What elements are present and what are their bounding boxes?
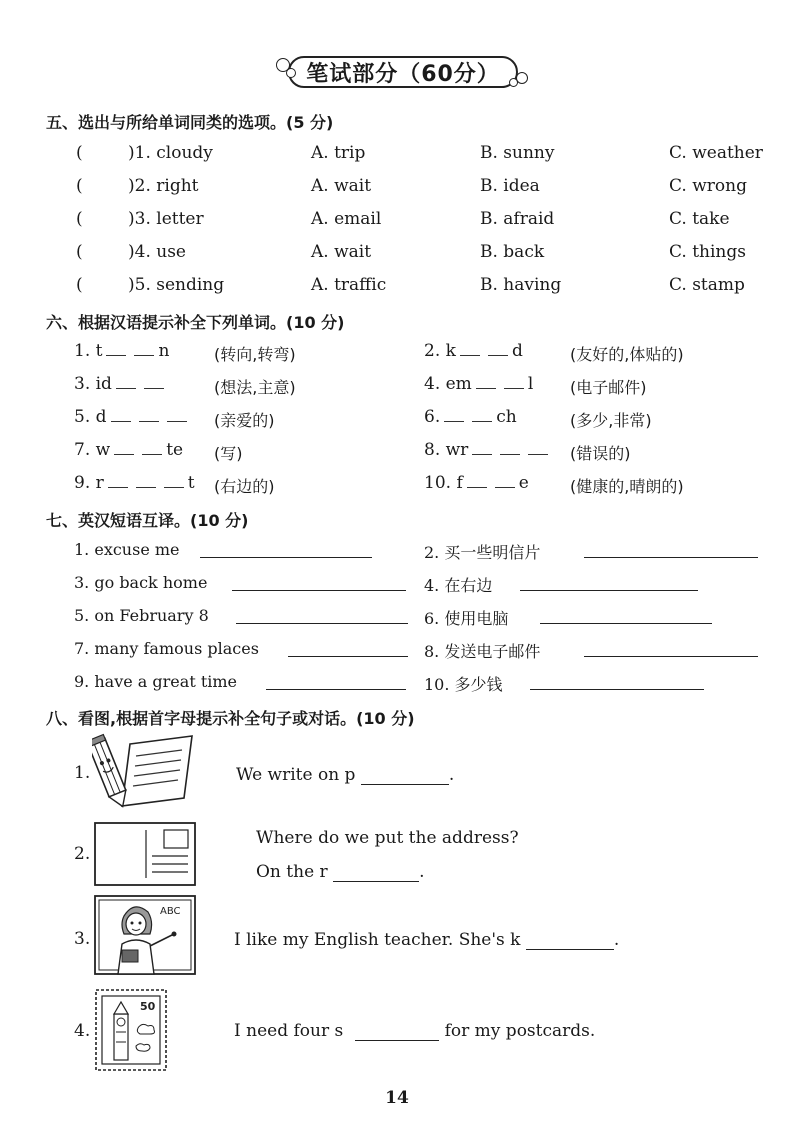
word-completion-item [74,407,191,427]
answer-line[interactable] [584,557,758,558]
letter-blank[interactable] [108,475,128,488]
answer-line[interactable] [584,656,758,657]
q2-line1: Where do we put the address? [256,828,519,848]
section6-heading: 六、根据汉语提示补全下列单词。(10 分) [46,313,345,332]
chinese-hint: (电子邮件) [570,378,647,397]
chinese-hint: (错误的) [570,444,631,463]
option-b: B. idea [480,176,540,196]
q4-end: for my postcards. [444,1021,596,1041]
teacher-picture [94,894,198,978]
word-completion-item [424,407,517,427]
letter-blank[interactable] [106,343,126,356]
question-number: 4. [74,1021,91,1041]
word-prefix: 8. wr [424,440,469,460]
question-word: )4. use [128,242,186,262]
question-word: )3. letter [128,209,204,229]
word-prefix: 3. id [74,374,112,394]
word-suffix: e [518,473,529,493]
postcard-picture [94,822,196,886]
phrase-item: 7. many famous places [74,639,259,658]
word-completion-item [74,374,168,394]
phrase-item: 9. have a great time [74,672,238,691]
word-completion-item [424,473,529,493]
answer-blank[interactable] [333,865,419,882]
word-completion-item [424,374,533,394]
answer-paren[interactable]: ( [76,275,83,295]
phrase-item: 5. on February 8 [74,606,209,625]
page-number: 14 [385,1088,409,1108]
letter-blank[interactable] [500,442,520,455]
word-suffix: te [166,440,184,460]
word-completion-item [424,440,552,460]
letter-blank[interactable] [472,442,492,455]
word-suffix: d [511,341,523,361]
letter-blank[interactable] [476,376,496,389]
question-number: 3. [74,929,91,949]
word-prefix: 4. em [424,374,472,394]
word-prefix: 7. w [74,440,111,460]
answer-line[interactable] [288,656,408,657]
letter-blank[interactable] [504,376,524,389]
word-prefix: 1. t [74,341,103,361]
q1-text: We write on p [236,765,356,785]
answer-paren[interactable]: ( [76,242,83,262]
chinese-hint: (转向,转弯) [214,345,296,364]
word-suffix: ch [496,407,517,427]
q1-sentence [236,765,454,785]
letter-blank[interactable] [142,442,162,455]
chinese-hint: (健康的,晴朗的) [570,477,684,496]
word-suffix: n [158,341,170,361]
letter-blank[interactable] [136,475,156,488]
option-c: C. weather [669,143,763,163]
letter-blank[interactable] [528,442,548,455]
q4-text: I need four s [234,1021,344,1041]
title-text: 笔试部分（60分） [306,61,500,87]
option-c: C. stamp [669,275,745,295]
option-a: A. wait [311,242,372,262]
answer-line[interactable] [530,689,704,690]
letter-blank[interactable] [116,376,136,389]
board-text: ABC [160,906,181,917]
letter-blank[interactable] [472,409,492,422]
section5-heading: 五、选出与所给单词同类的选项。(5 分) [46,113,334,132]
q1-end: . [448,765,455,785]
question-word: )2. right [128,176,199,196]
option-b: B. afraid [480,209,555,229]
answer-blank[interactable] [355,1024,439,1041]
question-number: 2. [74,844,91,864]
word-prefix: 5. d [74,407,107,427]
word-prefix: 2. k [424,341,456,361]
section8-heading: 八、看图,根据首字母提示补全句子或对话。(10 分) [46,709,415,728]
question-word: )5. sending [128,275,225,295]
option-c: C. wrong [669,176,747,196]
option-c: C. things [669,242,746,262]
answer-paren[interactable]: ( [76,209,83,229]
option-a: A. email [311,209,382,229]
letter-blank[interactable] [488,343,508,356]
q2-end: . [419,862,425,882]
section7-heading: 七、英汉短语互译。(10 分) [46,511,249,530]
stamp-picture [94,988,168,1072]
letter-blank[interactable] [134,343,154,356]
chinese-hint: (右边的) [214,477,275,496]
word-suffix: t [187,473,195,493]
answer-blank[interactable] [361,768,449,785]
word-completion-item [74,473,195,493]
q3-text: I like my English teacher. She's k [234,930,521,950]
letter-blank[interactable] [460,343,480,356]
letter-blank[interactable] [164,475,184,488]
bubble-decoration [286,68,296,78]
answer-line[interactable] [232,590,406,591]
option-b: B. sunny [480,143,555,163]
letter-blank[interactable] [114,442,134,455]
letter-blank[interactable] [467,475,487,488]
phrase-item: 6. 使用电脑 [424,609,509,628]
stamp-value: 50 [140,1000,156,1013]
answer-line[interactable] [236,623,408,624]
q2-sentence [256,862,424,882]
answer-line[interactable] [520,590,698,591]
answer-paren[interactable]: ( [76,176,83,196]
phrase-item: 4. 在右边 [424,576,493,595]
word-prefix: 6. [424,407,441,427]
letter-blank[interactable] [444,409,464,422]
answer-line[interactable] [266,689,406,690]
pencil-paper-picture [92,732,196,812]
word-completion-item [74,341,169,361]
letter-blank[interactable] [144,376,164,389]
section-title [274,52,532,92]
answer-blank[interactable] [526,933,614,950]
question-word: )1. cloudy [128,143,213,163]
q3-sentence [234,930,619,950]
option-b: B. back [480,242,545,262]
letter-blank[interactable] [139,409,159,422]
chinese-hint: (亲爱的) [214,411,275,430]
phrase-item: 2. 买一些明信片 [424,543,541,562]
word-completion-item [74,440,183,460]
q2-text: On the r [256,862,328,882]
option-a: A. traffic [311,275,387,295]
answer-line[interactable] [200,557,372,558]
answer-line[interactable] [540,623,712,624]
q4-sentence [234,1021,595,1041]
word-prefix: 10. f [424,473,463,493]
phrase-item: 8. 发送电子邮件 [424,642,541,661]
phrase-item: 1. excuse me [74,540,180,559]
option-a: A. wait [311,176,372,196]
word-suffix: l [527,374,534,394]
chinese-hint: (写) [214,444,243,463]
bubble-decoration [509,78,518,87]
option-a: A. trip [311,143,366,163]
letter-blank[interactable] [495,475,515,488]
q3-end: . [613,930,620,950]
chinese-hint: (多少,非常) [570,411,652,430]
word-prefix: 9. r [74,473,104,493]
phrase-item: 10. 多少钱 [424,675,503,694]
option-c: C. take [669,209,730,229]
option-b: B. having [480,275,562,295]
letter-blank[interactable] [111,409,131,422]
chinese-hint: (想法,主意) [214,378,296,397]
answer-paren[interactable]: ( [76,143,83,163]
word-completion-item [424,341,523,361]
chinese-hint: (友好的,体贴的) [570,345,684,364]
question-number: 1. [74,763,91,783]
letter-blank[interactable] [167,409,187,422]
phrase-item: 3. go back home [74,573,208,592]
